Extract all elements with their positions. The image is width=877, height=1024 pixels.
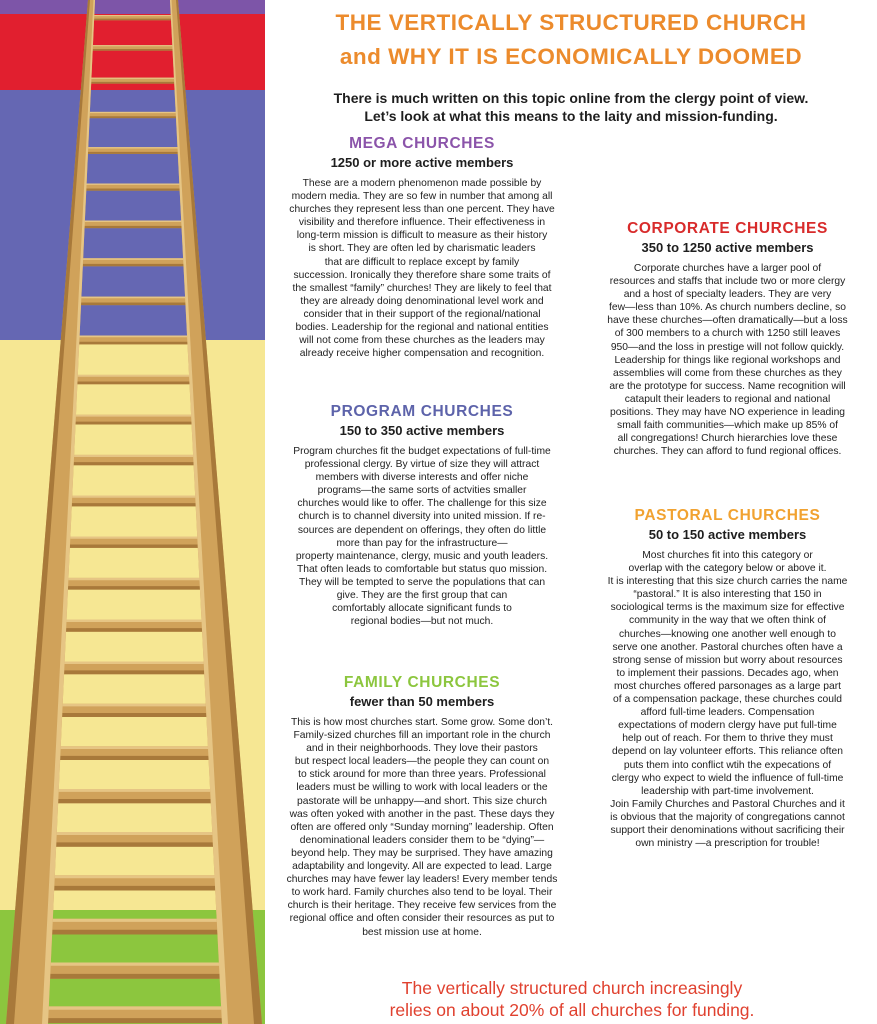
ladder-rung-shadow	[31, 974, 238, 979]
ladder-rung-shadow	[34, 930, 235, 935]
body-text-line: comfortably allocate significant funds to	[332, 603, 512, 615]
ladder-rung-highlight	[78, 221, 189, 223]
body-text-line: succession. Ironically they therefore share some traits of	[293, 269, 551, 281]
body-text-line: but respect local leaders—the people they can count on	[294, 756, 550, 768]
body-text-line: clergy who expect to wield the influence of full-time	[611, 772, 844, 784]
body-text-line: denominational leaders consider them to be “dying”—	[299, 834, 545, 846]
ladder-rung-shadow	[73, 303, 194, 306]
ladder-rung-shadow	[63, 462, 204, 465]
family-title: FAMILY CHURCHES	[343, 674, 501, 691]
body-text-line: to stick around for more than three years. Professional	[298, 769, 546, 781]
body-text-line: visibility and therefore influence. Their effectiveness in	[298, 217, 546, 229]
body-text-line: It is interesting that this size church carries the name	[607, 576, 848, 588]
body-text-line: regional office and often consider their resources as put to	[289, 913, 555, 925]
body-text-line: Leadership for things like regional workshops and	[614, 354, 841, 366]
body-text-line: support their denominations without sacrificing their	[610, 824, 845, 836]
ladder-rung-shadow	[84, 116, 181, 118]
pastoral-body	[585, 549, 870, 850]
ladder-rung-highlight	[50, 661, 218, 664]
ladder-rung-shadow	[28, 1018, 241, 1023]
ladder-rung-highlight	[55, 578, 212, 580]
title-line-2: and WHY IT IS ECONOMICALLY DOOMED	[339, 44, 803, 69]
ladder-rung-shadow	[50, 670, 218, 674]
body-text-line: consider that in their support of the regional/national	[303, 308, 541, 320]
body-text-line: is short. They are often led by charismatic leaders	[308, 243, 536, 255]
body-text-line: strong sense of mission but worry about resources	[612, 654, 843, 666]
ladder-rung-highlight	[39, 832, 229, 835]
mega-subtitle: 1250 or more active members	[330, 155, 514, 170]
band-purple-top	[0, 0, 265, 14]
body-text-line: Most churches fit into this category or	[642, 550, 813, 561]
body-text-line: own ministry —a prescription for trouble!	[635, 838, 820, 850]
ladder-rung-shadow	[42, 799, 227, 803]
body-text-line: to implement their passions. Decades ago, when	[616, 667, 839, 679]
body-text-line: overlap with the category below or above it.	[628, 563, 827, 575]
body-text-line: modern media. They are so few in number that among all	[291, 191, 553, 203]
intro-line-1: There is much written on this topic online from the clergy point of view.	[333, 90, 809, 106]
body-text-line: property maintenance, clergy, music and youth leaders.	[295, 550, 549, 562]
body-text-line: and in their neighborhoods. They love their pastors	[306, 743, 538, 755]
ladder-rung-highlight	[42, 789, 227, 792]
body-text-line: help out of reach. For them to thrive they must	[622, 733, 833, 745]
body-text-line: This is how most churches start. Some grow. Some don’t.	[290, 717, 554, 728]
ladder-rung-highlight	[36, 875, 232, 878]
ladder-rung-shadow	[78, 226, 189, 228]
ladder-rung-shadow	[87, 82, 180, 84]
body-text-line: all congregations! Church hierarchies love these	[617, 433, 838, 445]
body-text-line: sources are dependent on offerings, they often do little	[297, 524, 547, 536]
ladder-rung-highlight	[52, 620, 215, 622]
body-text-line: already receive higher compensation and recognition.	[299, 348, 545, 360]
body-text-line: long-term mission is difficult to measure as their history	[296, 230, 548, 242]
ladder-rung-highlight	[82, 147, 184, 148]
body-text-line: programs—the same sorts of actvities smaller	[317, 485, 527, 497]
body-text-line: expectations of modern clergy have put full-time	[618, 720, 837, 732]
body-text-line: resources and staffs that include two or more clergy	[609, 276, 846, 288]
body-text-line: that are difficult to replace except by family	[324, 256, 520, 268]
body-text-line: depend on lay volunteer efforts. This reliance often	[612, 746, 843, 758]
body-text-line: professional clergy. By virtue of size they will attract	[304, 459, 540, 471]
ladder-rung-highlight	[89, 45, 177, 46]
body-text-line: church is to channel diversity into united mission. If re-	[298, 511, 546, 523]
body-text-line: most churches offered parsonages as a large part	[613, 680, 842, 692]
body-text-line: serve one another. Pastoral churches often have a	[612, 641, 843, 653]
ladder-rung-highlight	[70, 335, 196, 337]
ladder-rung-shadow	[60, 503, 207, 506]
body-text-line: puts them into conflict wtih the expecations of	[623, 759, 832, 771]
body-text-line: adaptability and longevity. All are expected to lead. Large	[292, 861, 552, 873]
body-text-line: of 300 members to a church with 1250 still leaves	[614, 328, 841, 340]
body-text-line: afford full-time leaders. Compensation	[640, 707, 815, 719]
ladder-rung-highlight	[44, 746, 223, 749]
footer-line-2: relies on about 20% of all churches for funding.	[389, 1000, 755, 1020]
ladder-rung-highlight	[68, 375, 199, 377]
ladder-rung-shadow	[91, 19, 175, 21]
body-text-line: These are a modern phenomenon made possible by	[302, 178, 542, 189]
body-text-line: of a compensation package, these churches could	[613, 694, 842, 706]
body-text-line: “pastoral.” It is also interesting that 150 in	[633, 589, 822, 601]
body-text-line: churches they represent less than one percent. They have	[289, 204, 555, 216]
ladder-rung-highlight	[84, 112, 181, 113]
ladder-rung-shadow	[58, 544, 210, 547]
body-text-line: pastorate will be unhappy—and short. This size church	[297, 795, 547, 807]
ladder-rung-highlight	[65, 415, 201, 417]
family-section	[272, 673, 572, 939]
body-text-line: Join Family Churches and Pastoral Churches and it	[610, 798, 845, 810]
ladder-rung-shadow	[68, 381, 199, 384]
title-line-1: THE VERTICALLY STRUCTURED CHURCH	[335, 10, 807, 35]
body-text-line: are the prototype for success. Name recognition will	[609, 380, 846, 392]
body-text-line: best mission use at home.	[362, 926, 482, 938]
body-text-line: and a host of specialty leaders. They are very	[623, 289, 832, 301]
body-text-line: Family-sized churches fill an important role in the church	[293, 730, 551, 742]
body-text-line: leadership with part-time involvement.	[641, 785, 814, 797]
body-text-line: few—less than 10%. As church numbers decline, so	[609, 302, 846, 314]
body-text-line: the smallest “family” churches! They are likely to feel that	[292, 282, 552, 294]
body-text-line: small faith communities—which make up 85% of	[617, 420, 838, 432]
intro-text	[265, 89, 877, 125]
body-text-line: positions. They may have NO experience in leading	[609, 407, 846, 419]
family-subtitle: fewer than 50 members	[349, 694, 495, 709]
corporate-body	[585, 262, 870, 458]
body-text-line: assemblies will come from these churches as they	[613, 367, 842, 379]
intro-line-2: Let’s look at what this means to the laity and mission-funding.	[364, 108, 778, 124]
ladder-rung-shadow	[65, 422, 201, 425]
program-title: PROGRAM CHURCHES	[330, 403, 514, 420]
mega-body	[272, 177, 572, 360]
ladder-rung-shadow	[52, 628, 215, 632]
body-text-line: have these churches—often dramatically—but a loss	[607, 315, 848, 327]
corporate-section	[585, 219, 870, 458]
body-text-line: catapult their leaders to regional and national	[624, 393, 831, 405]
body-text-line: community in the way that we often think of	[629, 615, 826, 627]
ladder-rung-shadow	[36, 886, 232, 891]
ladder-rung-shadow	[44, 756, 223, 760]
ladder-rung-highlight	[91, 15, 175, 16]
program-subtitle: 150 to 350 active members	[339, 423, 505, 438]
body-text-line: church is their heritage. They receive few services from the	[287, 900, 557, 912]
ladder-rung-highlight	[63, 455, 204, 457]
ladder-rung-highlight	[75, 258, 191, 260]
program-section	[272, 402, 572, 628]
body-text-line: to work hard. Family churches also tend to be loyal. Their	[291, 887, 553, 899]
ladder-rung-highlight	[47, 704, 221, 707]
body-text-line: members with diverse interests and offer niche	[315, 472, 529, 484]
mega-title: MEGA CHURCHES	[349, 135, 495, 152]
ladder-rung-highlight	[31, 962, 238, 965]
ladder-rung-shadow	[70, 342, 196, 345]
ladder-rung-shadow	[47, 713, 221, 717]
corporate-title: CORPORATE CHURCHES	[627, 220, 828, 237]
ladder-rung-highlight	[60, 496, 207, 498]
ladder-rung-highlight	[87, 78, 180, 79]
mega-section	[272, 134, 572, 360]
ladder-rung-shadow	[80, 188, 186, 190]
program-body	[272, 445, 572, 628]
body-text-line: often are offered only “Sunday morning” leadership. Often	[290, 821, 554, 833]
pastoral-section	[585, 506, 870, 850]
body-text-line: was often yoked with another in the past. These days they	[289, 808, 555, 820]
body-text-line: sociological terms is the maximum size for effective	[610, 602, 845, 614]
body-text-line: churches—knowing one another well enough to	[619, 628, 836, 640]
body-text-line: churches. They can afford to fund regional offices.	[613, 446, 842, 458]
ladder-rung-highlight	[73, 297, 194, 299]
body-text-line: they are already doing denominational level work and	[300, 295, 544, 307]
body-text-line: give. They are the first group that can	[336, 590, 508, 602]
ladder-rung-highlight	[80, 183, 186, 184]
body-text-line: Corporate churches have a larger pool of	[633, 263, 822, 274]
body-text-line: That often leads to comfortable but status quo mission.	[296, 563, 548, 575]
ladder-rung-highlight	[28, 1006, 241, 1009]
footer-line-1: The vertically structured church increasingly	[401, 978, 743, 998]
body-text-line: 950—and the loss in prestige will not follow quickly.	[610, 341, 845, 353]
ladder-rung-highlight	[58, 537, 210, 539]
body-text-line: will not come from these churches as the leaders may	[299, 335, 545, 347]
ladder-rung-shadow	[39, 842, 229, 846]
ladder-rung-shadow	[75, 264, 191, 266]
body-text-line: more than pay for the infrastructure—	[336, 537, 508, 549]
body-text-line: They will be tempted to serve the populations that can	[298, 576, 546, 588]
body-text-line: churches may have fewer lay leaders! Every member tends	[286, 874, 558, 886]
body-text-line: leaders must be willing to work with local leaders or the	[296, 782, 548, 794]
body-text-line: Program churches fit the budget expectations of full-time	[293, 446, 551, 457]
pastoral-subtitle: 50 to 150 active members	[648, 527, 807, 542]
footer-callout	[272, 977, 872, 1021]
body-text-line: regional bodies—but not much.	[350, 616, 494, 628]
ladder-rung-shadow	[82, 152, 184, 154]
family-body	[272, 716, 572, 939]
corporate-subtitle: 350 to 1250 active members	[641, 240, 814, 255]
ladder-illustration	[0, 0, 265, 1024]
page-title	[265, 8, 877, 72]
body-text-line: beyond help. They may be surprised. They have amazing	[291, 847, 553, 859]
body-text-line: is obvious that the majority of congregations cannot	[610, 811, 845, 823]
body-text-line: churches would like to offer. The challenge for this size	[297, 498, 547, 510]
ladder-rung-shadow	[89, 49, 177, 51]
body-text-line: bodies. Leadership for the regional and national entities	[295, 322, 549, 334]
ladder-rung-highlight	[34, 919, 235, 922]
pastoral-title: PASTORAL CHURCHES	[634, 507, 821, 524]
ladder-rung-shadow	[55, 586, 212, 590]
